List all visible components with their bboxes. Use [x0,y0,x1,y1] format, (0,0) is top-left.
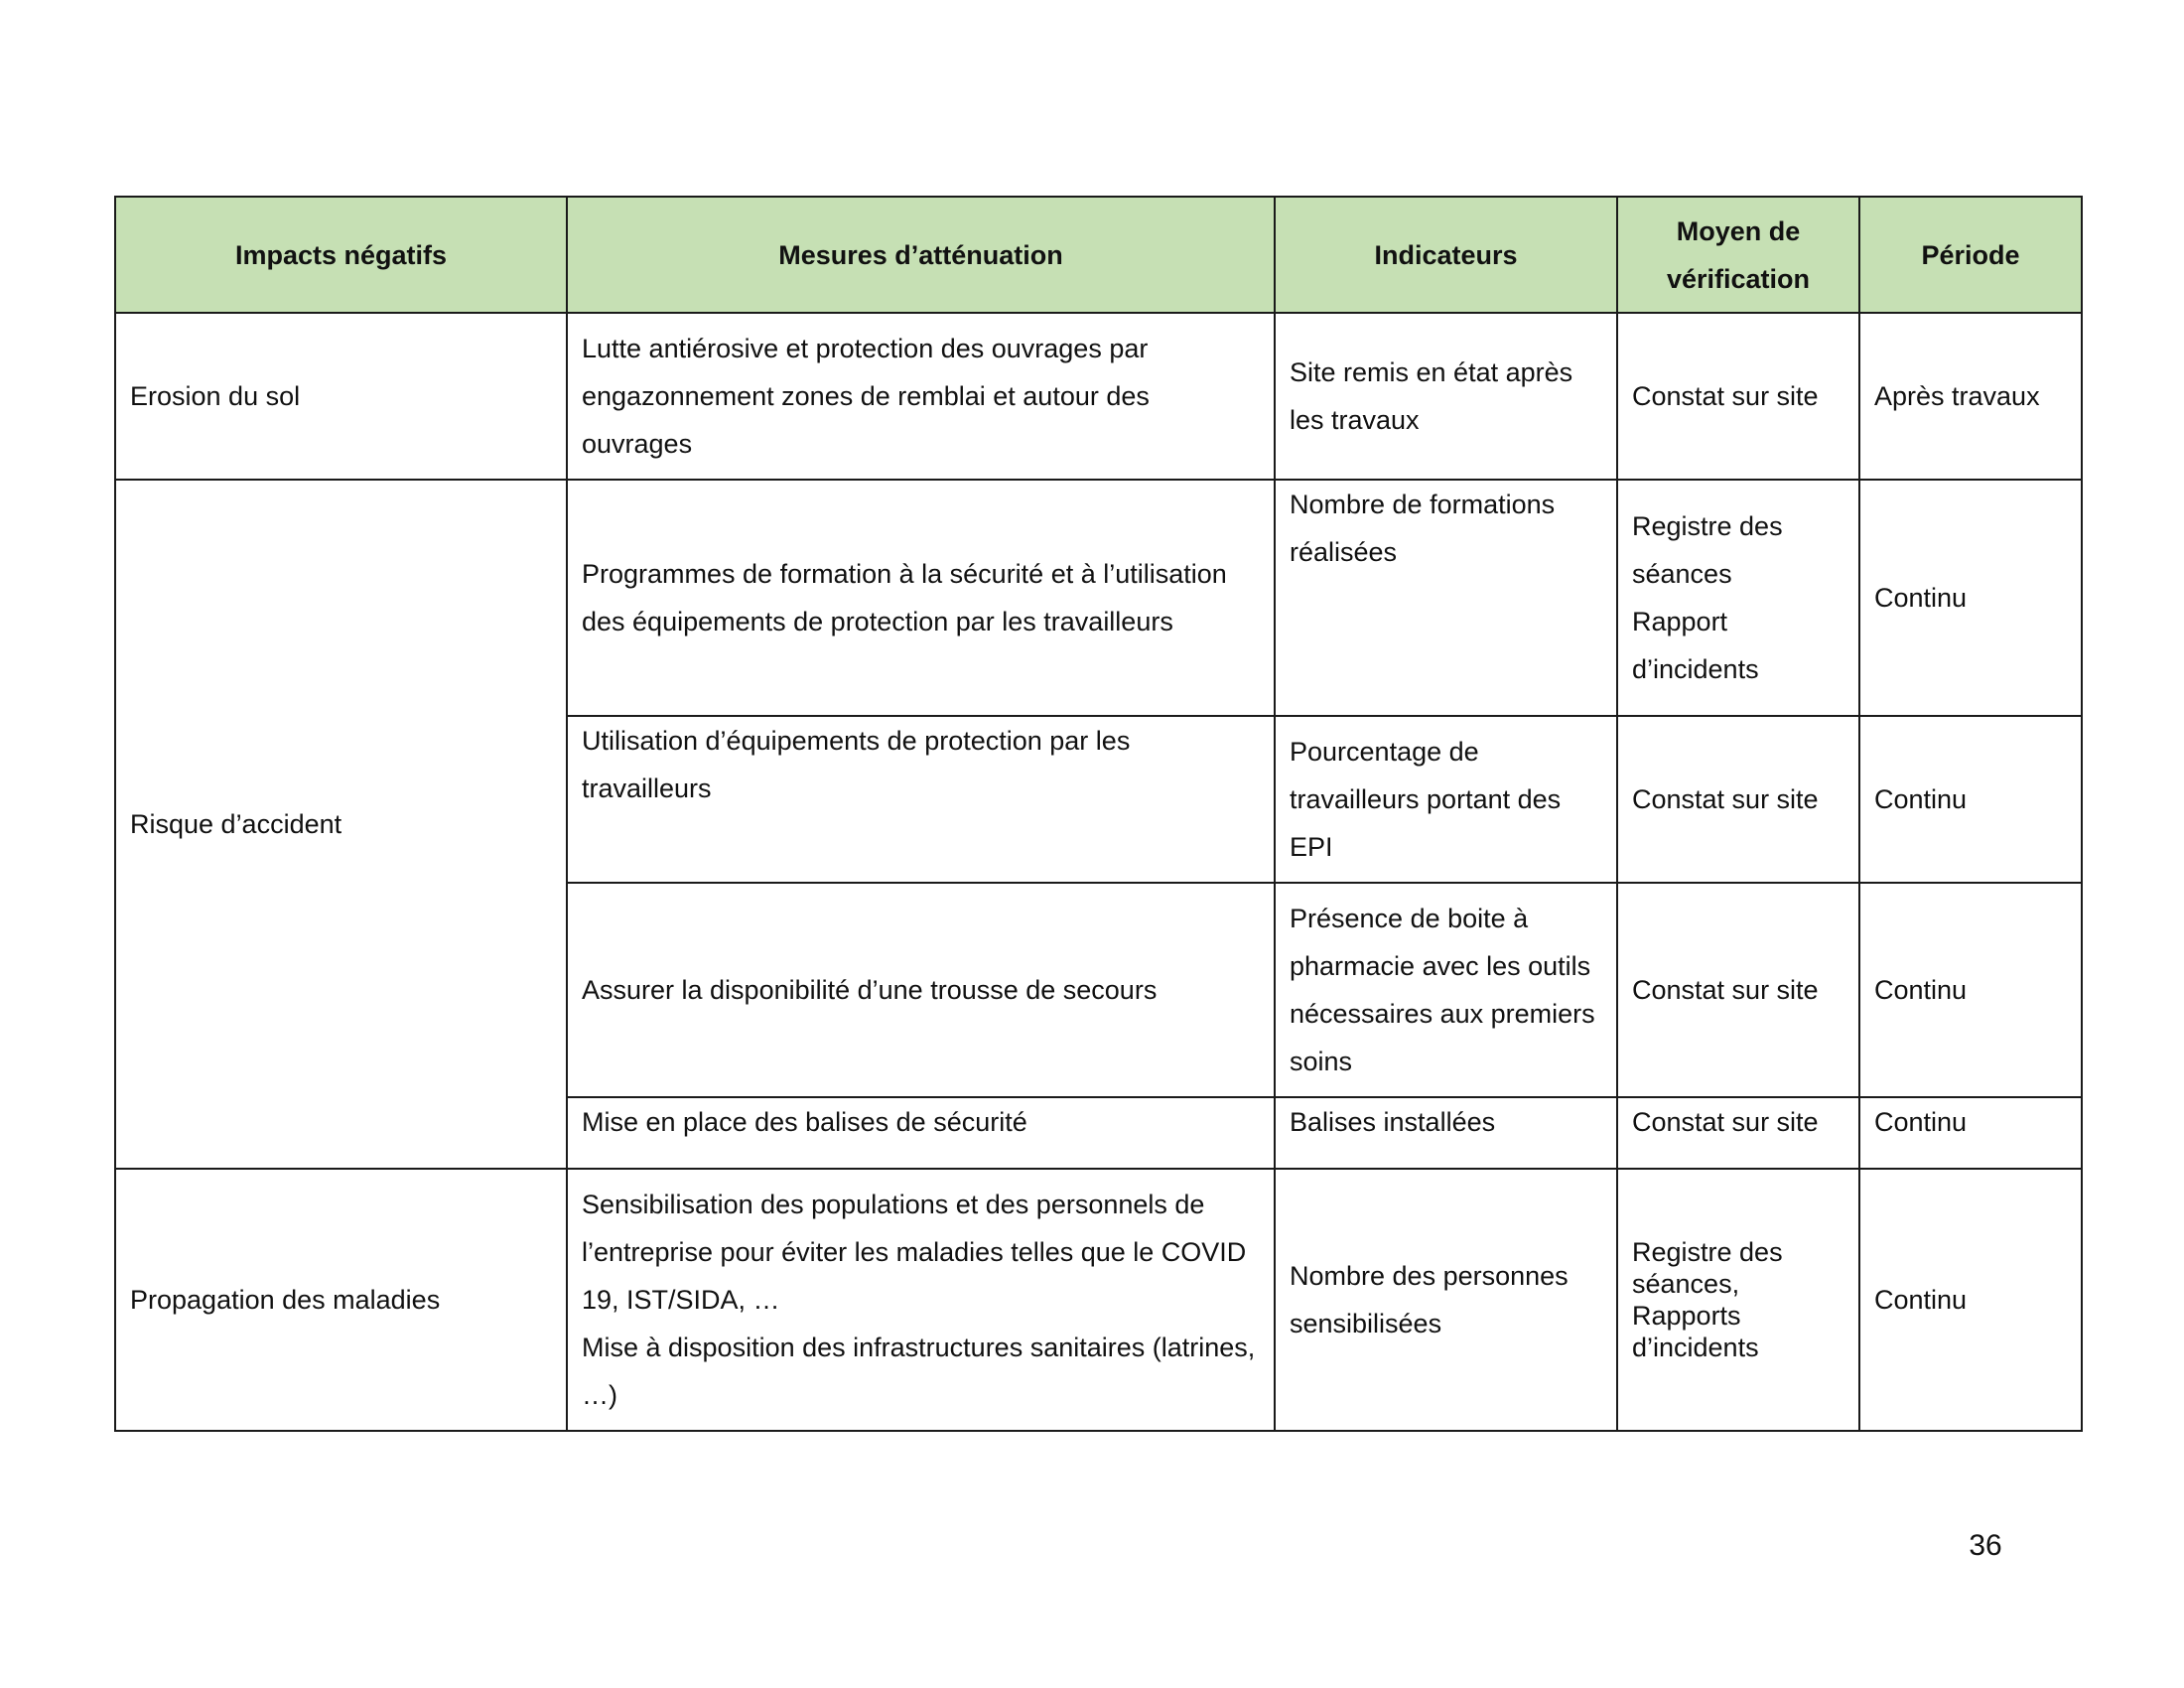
cell-indicateur: Nombre de formations réalisées [1275,480,1617,716]
cell-verification [1617,480,1859,716]
mitigation-table [114,196,2083,1432]
cell-periode: Après travaux [1859,313,2082,480]
cell-verification: Constat sur site [1617,883,1859,1097]
cell-mesure: Programmes de formation à la sécurité et à l’utilisation des équipements de protection par les travailleurs [567,480,1275,716]
cell-indicateur: Pourcentage de travailleurs portant des EPI [1275,716,1617,883]
header-impacts: Impacts négatifs [115,197,567,313]
cell-indicateur: Nombre des personnes sensibilisées [1275,1169,1617,1431]
header-moyen-line1: Moyen de [1676,215,1801,246]
cell-mesure [567,1169,1275,1431]
cell-impact: Erosion du sol [115,313,567,480]
cell-indicateur: Site remis en état après les travaux [1275,313,1617,480]
cell-verification [1617,1169,1859,1431]
cell-periode: Continu [1859,883,2082,1097]
header-row [115,197,2082,313]
cell-indicateur: Présence de boite à pharmacie avec les outils nécessaires aux premiers soins [1275,883,1617,1097]
cell-periode: Continu [1859,1097,2082,1169]
header-mesures: Mesures d’atténuation [567,197,1275,313]
mesure-sensibilisation: Sensibilisation des populations et des personnels de l’entreprise pour éviter les maladies telles que le COVID 19, IST/SIDA, … [582,1190,1247,1315]
cell-verification: Constat sur site [1617,716,1859,883]
cell-mesure: Assurer la disponibilité d’une trousse de secours [567,883,1275,1097]
header-moyen-verification [1617,197,1859,313]
cell-mesure: Lutte antiérosive et protection des ouvrages par engazonnement zones de remblai et autour des ouvrages [567,313,1275,480]
table-row-erosion [115,313,2082,480]
table-row-maladies [115,1169,2082,1431]
verification-registre: Registre des séances [1632,511,1783,589]
header-periode: Période [1859,197,2082,313]
cell-verification: Constat sur site [1617,313,1859,480]
table-row-accident-formation [115,480,2082,716]
cell-indicateur: Balises installées [1275,1097,1617,1169]
cell-verification: Constat sur site [1617,1097,1859,1169]
verification-rapport: Rapport d’incidents [1632,607,1759,684]
cell-mesure: Mise en place des balises de sécurité [567,1097,1275,1169]
verification-registre-rapports: Registre des séances, Rapports d’incidents [1632,1237,1783,1362]
header-moyen-line2: vérification [1666,263,1811,294]
cell-impact: Propagation des maladies [115,1169,567,1431]
cell-periode: Continu [1859,716,2082,883]
cell-mesure: Utilisation d’équipements de protection par les travailleurs [567,716,1275,883]
header-indicateurs: Indicateurs [1275,197,1617,313]
cell-periode: Continu [1859,480,2082,716]
cell-periode: Continu [1859,1169,2082,1431]
mesure-infrastructures: Mise à disposition des infrastructures sanitaires (latrines, …) [582,1333,1256,1410]
page-number: 36 [1969,1529,2002,1562]
cell-impact-accident: Risque d’accident [115,480,567,1169]
